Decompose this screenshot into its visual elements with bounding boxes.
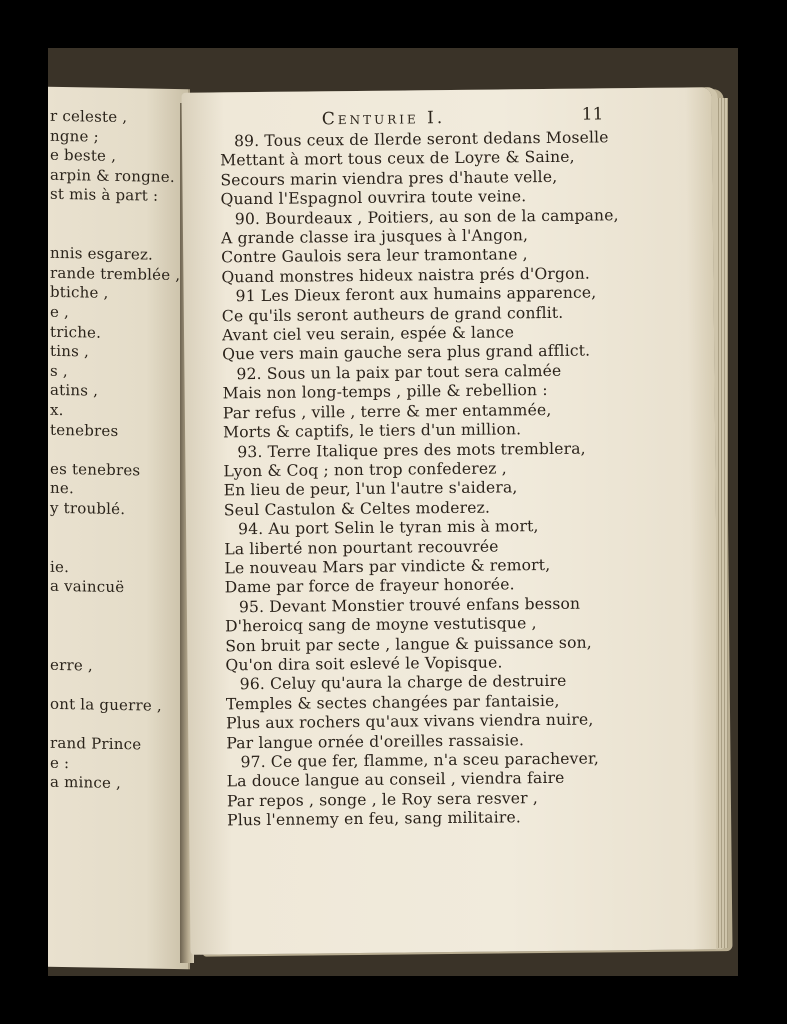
verse-line: Son bruit par secte , langue & puissance son, bbox=[225, 633, 592, 655]
verse-line: Avant ciel veu serain, espée & lance bbox=[221, 323, 515, 345]
left-page-line: ngne ; bbox=[50, 126, 99, 146]
verse-line: Dame par force de frayeur honorée. bbox=[224, 575, 515, 597]
left-page-line: st mis à part : bbox=[50, 185, 159, 206]
verse-line: 93. Terre Italique pres des mots tremblera, bbox=[237, 439, 586, 461]
page-number: 11 bbox=[581, 104, 604, 125]
verse-line: Par repos , songe , le Roy sera resver , bbox=[226, 788, 539, 811]
left-page-line: e beste , bbox=[50, 145, 117, 166]
left-page-line: tins , bbox=[50, 341, 89, 361]
verse-line: D'heroicq sang de moyne vestutisque , bbox=[224, 614, 537, 636]
verse-line: Plus l'ennemy en feu, sang militaire. bbox=[227, 808, 522, 830]
verse-line: 90. Bourdeaux , Poitiers, au son de la campane, bbox=[234, 205, 619, 228]
book-scan bbox=[48, 48, 738, 976]
left-page-line: a mince , bbox=[50, 773, 122, 793]
verse-line: Par refus , ville , terre & mer entammée, bbox=[222, 400, 552, 423]
left-page-line: tenebres bbox=[50, 420, 119, 440]
verse-line: 92. Sous un la paix par tout sera calmée bbox=[236, 361, 562, 384]
left-page-line: x. bbox=[50, 400, 64, 420]
verse-line: 89. Tous ceux de Ilerde seront dedans Moselle bbox=[233, 128, 609, 151]
left-page-line: rand Prince bbox=[50, 733, 142, 754]
verse-block bbox=[220, 127, 707, 831]
verse-line: Plus aux rochers qu'aux vivans viendra nuire, bbox=[226, 710, 594, 733]
left-page-line: ont la guerre , bbox=[50, 694, 162, 715]
left-page-line: es tenebres bbox=[50, 459, 141, 480]
verse-line: 97. Ce que fer, flamme, n'a sceu parachever, bbox=[240, 749, 600, 772]
page-edges bbox=[716, 98, 728, 948]
right-page bbox=[182, 87, 721, 955]
left-page-line: r celeste , bbox=[50, 106, 128, 127]
running-head: Centurie I. bbox=[321, 108, 446, 130]
left-page-line: erre , bbox=[50, 655, 93, 675]
verse-line: Morts & captifs, le tiers d'un million. bbox=[222, 420, 522, 442]
left-page bbox=[48, 87, 190, 969]
left-page-line: rande tremblée , bbox=[50, 263, 181, 284]
verse-line: 95. Devant Monstier trouvé enfans besson bbox=[238, 594, 581, 616]
verse-line: Contre Gaulois sera leur tramontane , bbox=[221, 245, 528, 267]
verse-line: Qu'on dira soit eslevé le Vopisque. bbox=[225, 653, 503, 675]
verse-line: Seul Castulon & Celtes moderez. bbox=[223, 498, 491, 520]
verse-line: A grande classe ira jusques à l'Angon, bbox=[220, 226, 529, 248]
verse-line: Quand l'Espagnol ouvrira toute veine. bbox=[220, 187, 527, 209]
verse-line: Mettant à mort tous ceux de Loyre & Saine, bbox=[220, 148, 575, 170]
left-page-line: atins , bbox=[50, 381, 99, 401]
verse-line: Mais non long-temps , pille & rebellion : bbox=[222, 381, 548, 403]
left-page-line: nnis esgarez. bbox=[50, 243, 154, 264]
left-page-line: s , bbox=[50, 361, 68, 380]
left-page-line: a vaincuë bbox=[50, 577, 125, 597]
left-page-line: ne. bbox=[50, 479, 74, 498]
verse-line: 91 Les Dieux feront aux humains apparence, bbox=[235, 283, 597, 306]
verse-line: 94. Au port Selin le tyran mis à mort, bbox=[237, 517, 539, 539]
left-page-line: y troublé. bbox=[50, 498, 126, 519]
verse-line: La liberté non pourtant recouvrée bbox=[224, 537, 499, 558]
verse-line: Secours marin viendra pres d'haute velle, bbox=[220, 167, 558, 190]
left-page-line: e , bbox=[50, 302, 70, 322]
verse-line: Que vers main gauche sera plus grand afflict. bbox=[222, 342, 591, 364]
verse-line: En lieu de peur, l'un l'autre s'aidera, bbox=[223, 478, 518, 500]
verse-line: Quand monstres hideux naistra prés d'Orgon. bbox=[221, 264, 591, 287]
verse-line: Temples & sectes changées par fantaisie, bbox=[225, 691, 560, 714]
verse-line: La douce langue au conseil , viendra faire bbox=[226, 769, 565, 791]
left-page-line: arpin & rongne. bbox=[50, 165, 175, 186]
verse-line: 96. Celuy qu'aura la charge de destruire bbox=[239, 672, 567, 694]
verse-line: Le nouveau Mars par vindicte & remort, bbox=[224, 555, 551, 578]
verse-line: Par langue ornée d'oreilles rassaisie. bbox=[226, 730, 525, 752]
left-page-line: e : bbox=[50, 753, 70, 772]
left-page-line: btiche , bbox=[50, 283, 109, 303]
left-page-line: triche. bbox=[50, 322, 102, 342]
verse-line: Ce qu'ils seront autheurs de grand conflit. bbox=[221, 303, 564, 326]
left-page-line: ie. bbox=[50, 557, 70, 576]
verse-line: Lyon & Coq ; non trop confederez , bbox=[223, 459, 507, 481]
